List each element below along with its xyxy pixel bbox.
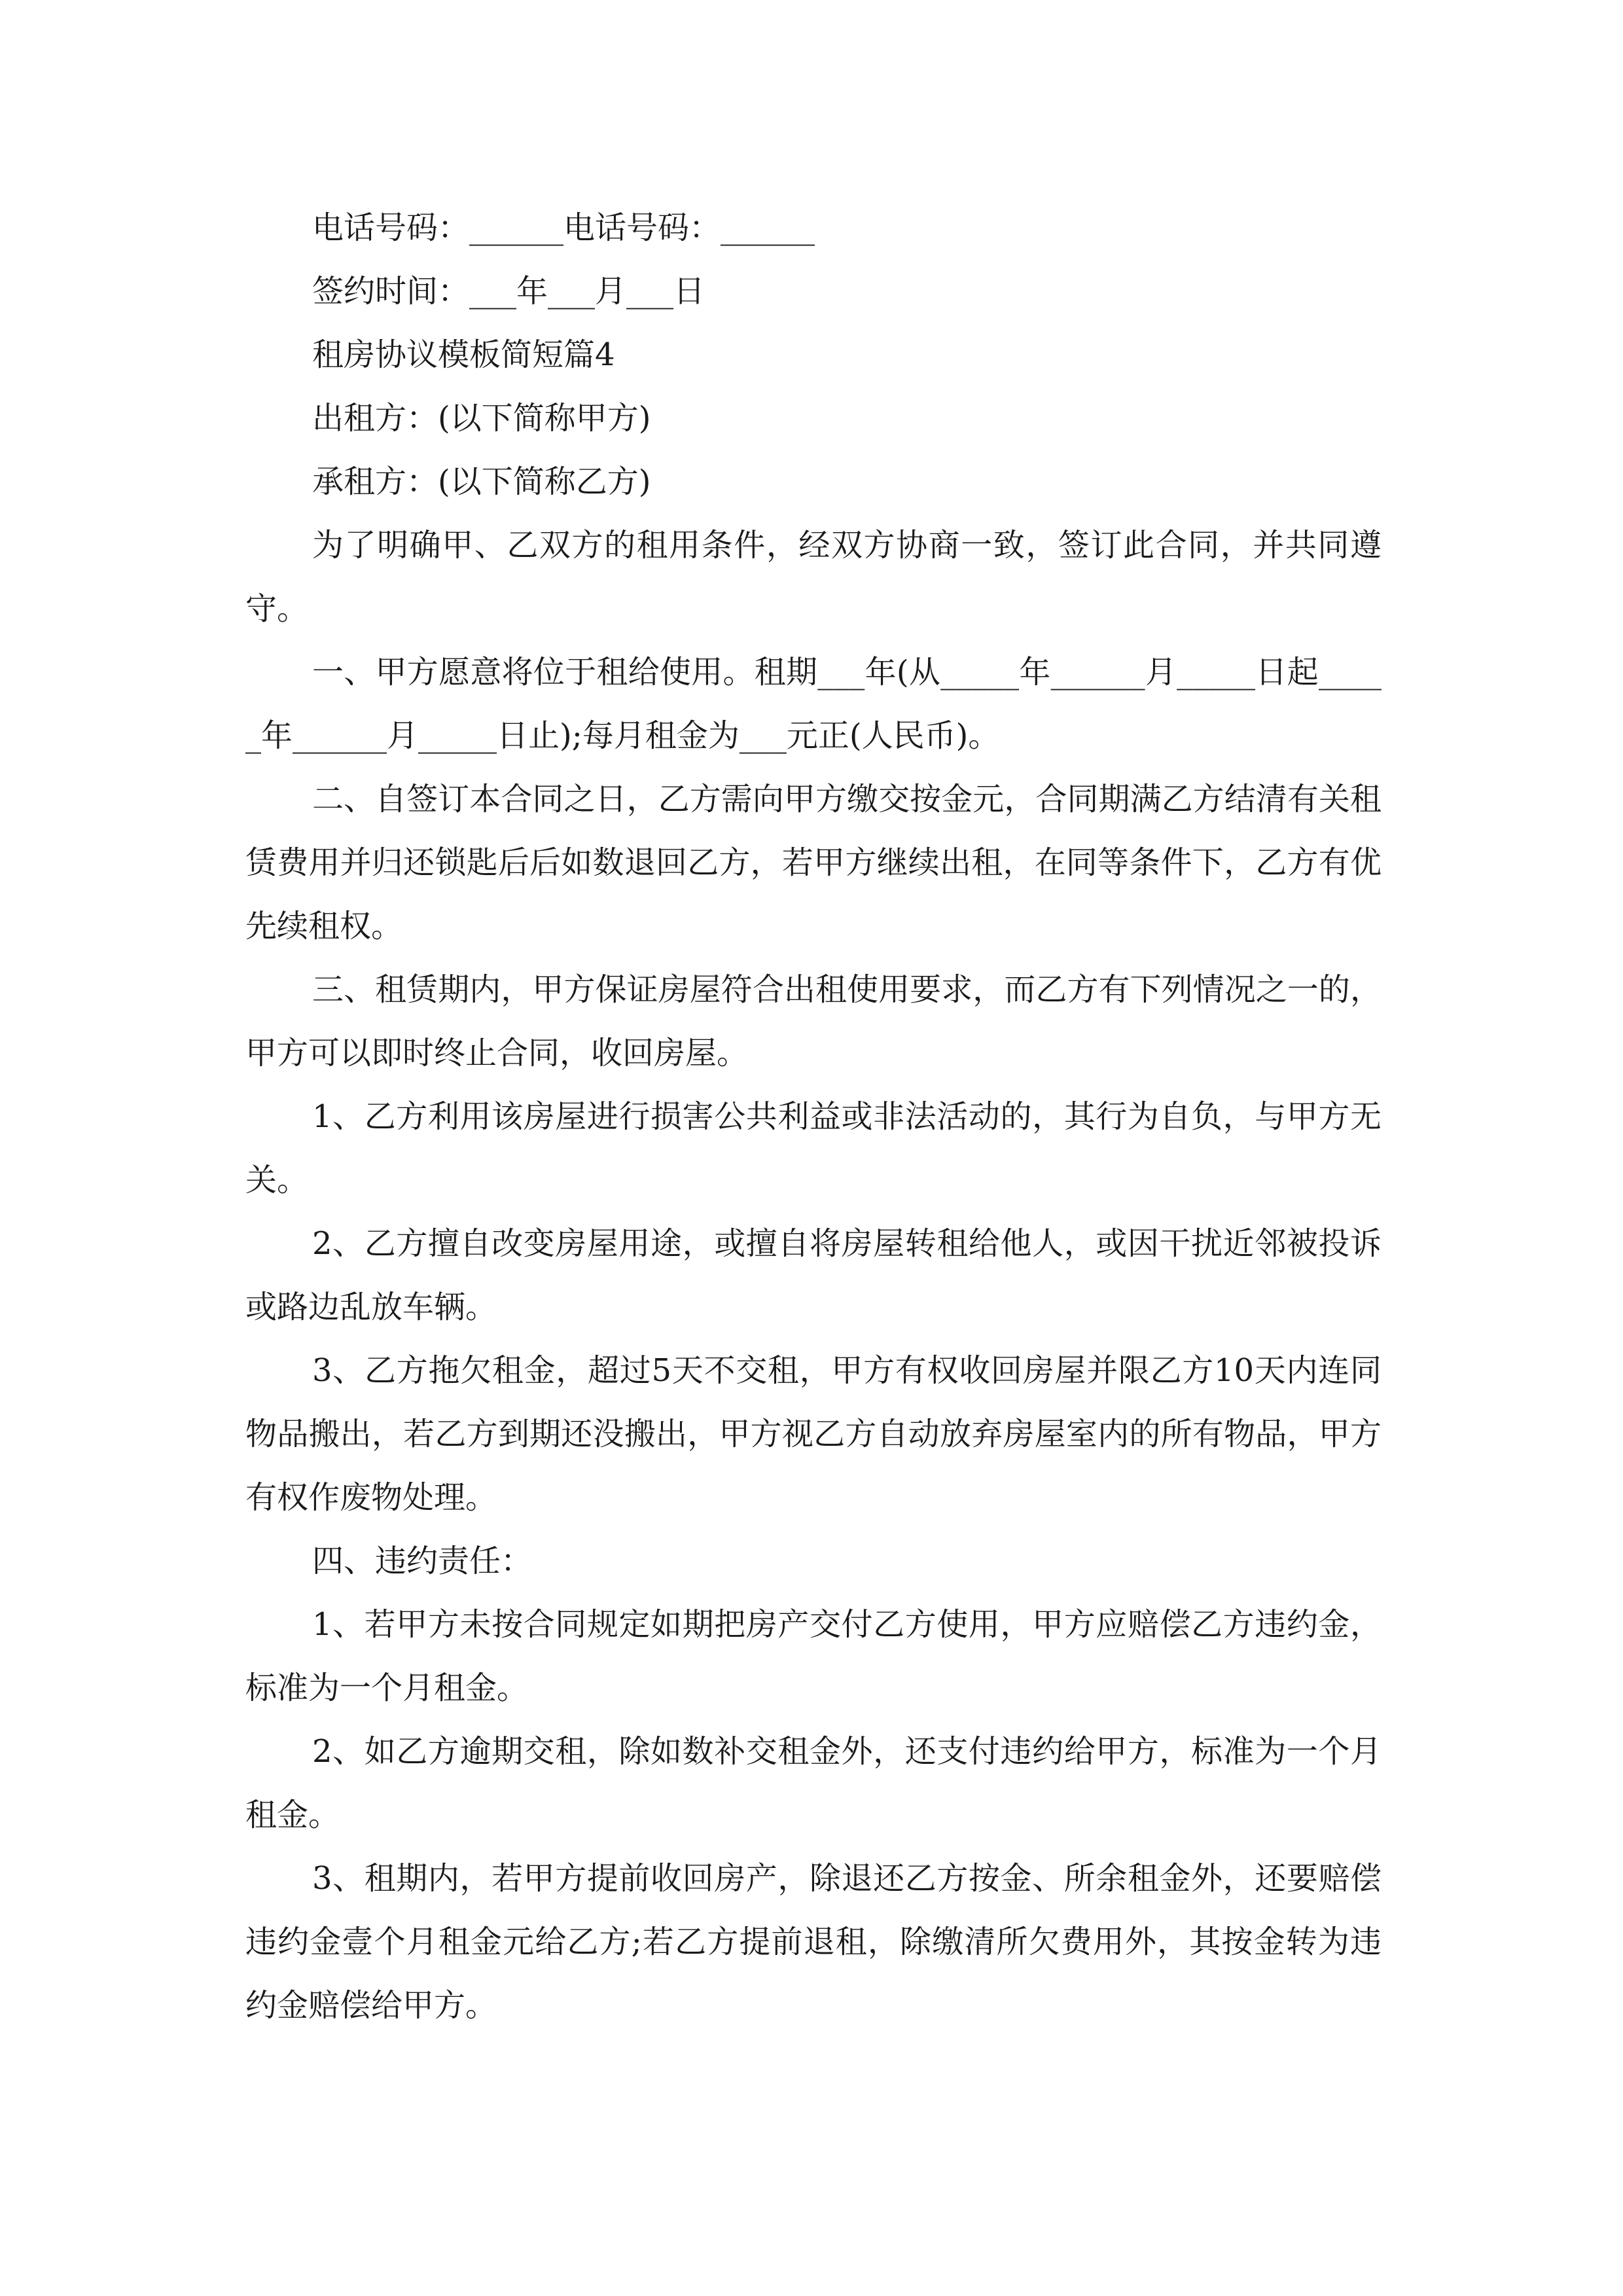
preamble-paragraph: 为了明确甲、乙双方的租用条件，经双方协商一致，签订此合同，并共同遵守。: [245, 527, 1382, 627]
lessor-line: 出租方：(以下简称甲方): [312, 400, 651, 437]
clause-3-paragraph: 三、租赁期内，甲方保证房屋符合出租使用要求，而乙方有下列情况之一的，甲方可以即时终止合同，收回房屋。: [245, 971, 1382, 1071]
clause-4-item-3: 3、租期内，若甲方提前收回房产，除退还乙方按金、所余租金外，还要赔偿违约金壹个月租金元给乙方;若乙方提前退租，除缴清所欠费用外，其按金转为违约金赔偿给甲方。: [245, 1860, 1382, 2024]
clause-4-item-2: 2、如乙方逾期交租，除如数补交租金外，还支付违约给甲方，标准为一个月租金。: [245, 1733, 1382, 1833]
signing-date-line: 签约时间：___年___月___日: [312, 273, 705, 310]
clause-1-paragraph: 一、甲方愿意将位于租给使用。租期___年(从_____年______月_____日起_____年______月_____日止);每月租金为___元正(人民币)。: [245, 654, 1382, 754]
clause-3-item-1: 1、乙方利用该房屋进行损害公共利益或非法活动的，其行为自负，与甲方无关。: [245, 1098, 1382, 1198]
clause-4-heading: 四、违约责任：: [312, 1543, 533, 1579]
clause-3-item-3: 3、乙方拖欠租金，超过5天不交租，甲方有权收回房屋并限乙方10天内连同物品搬出，若乙方到期还没搬出，甲方视乙方自动放弃房屋室内的所有物品，甲方有权作废物处理。: [245, 1352, 1382, 1516]
clause-4-item-1: 1、若甲方未按合同规定如期把房产交付乙方使用，甲方应赔偿乙方违约金，标准为一个月租金。: [245, 1606, 1382, 1706]
phone-line: 电话号码：______电话号码：______: [312, 209, 815, 246]
document-body: [245, 196, 1382, 2037]
clause-2-paragraph: 二、自签订本合同之日，乙方需向甲方缴交按金元，合同期满乙方结清有关租赁费用并归还锁匙后后如数退回乙方，若甲方继续出租，在同等条件下，乙方有优先续租权。: [245, 781, 1382, 944]
section-title: 租房协议模板简短篇4: [312, 336, 615, 373]
clause-3-item-2: 2、乙方擅自改变房屋用途，或擅自将房屋转租给他人，或因干扰近邻被投诉或路边乱放车辆。: [245, 1225, 1382, 1325]
lessee-line: 承租方：(以下简称乙方): [312, 463, 651, 500]
